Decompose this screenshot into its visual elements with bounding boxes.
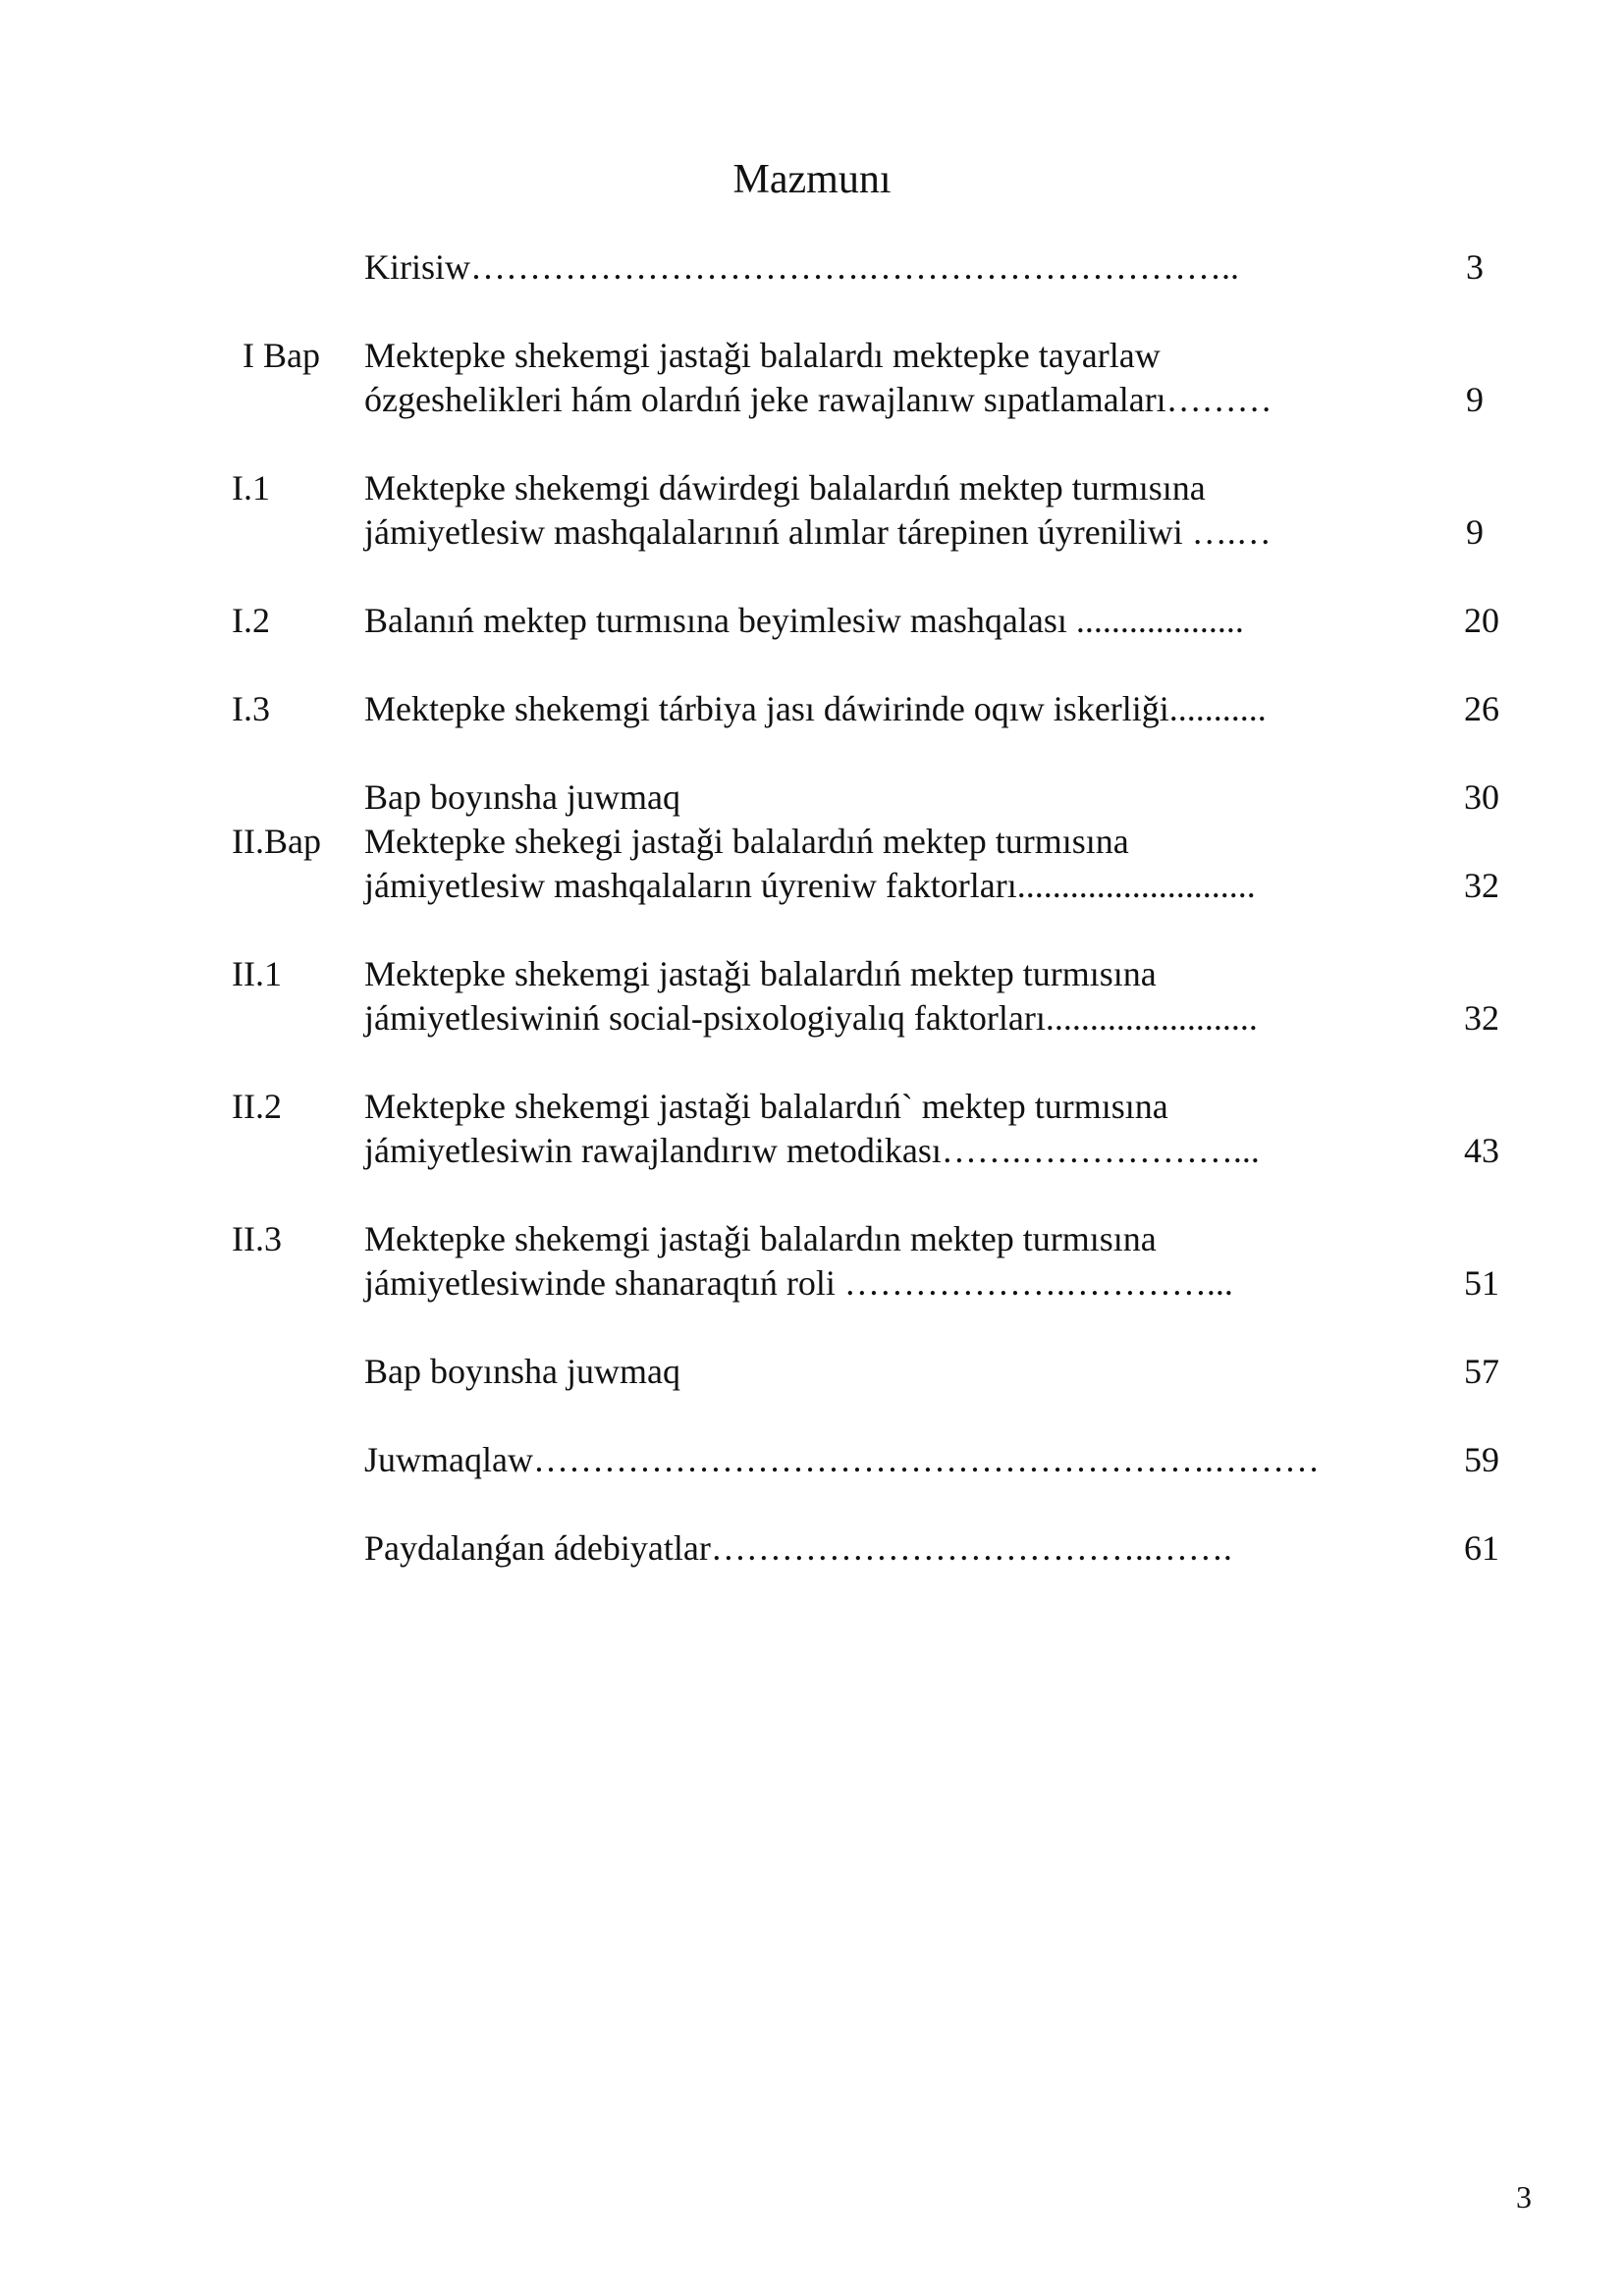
toc-entry-line: ózgeshelikleri hám olardıń jeke rawajlanıw sıpatlamaları………: [364, 380, 1272, 419]
toc-entry-line: Mektepke shekemgi jastaǧi balalardın mektep turmısına: [364, 1219, 1157, 1258]
toc-entry-number: II.2: [232, 1087, 282, 1126]
page-title: Mazmunı: [732, 157, 892, 202]
toc-entry-page: 3: [1466, 247, 1484, 287]
toc-entry-line: jámiyetlesiw mashqalaların úyreniw faktorları...........................: [364, 866, 1256, 905]
toc-entry-title: [364, 775, 1376, 820]
toc-entry-number: II.3: [232, 1219, 282, 1258]
toc-entry-line: Paydalanǵan ádebiyatlar………………………………..…….: [364, 1528, 1232, 1568]
toc-entry-title: [364, 687, 1376, 731]
toc-entry-page: 51: [1464, 1263, 1499, 1303]
toc-entry-title: [364, 466, 1376, 555]
toc-entry-line: jámiyetlesiwiniń social-psixologiyalıq faktorları........................: [364, 998, 1258, 1038]
toc-entry-title: [364, 1085, 1376, 1173]
toc-entry-title: [364, 1217, 1376, 1306]
toc-entry-page: 9: [1466, 380, 1484, 419]
toc-entry-line: Kirisiw…………………………….…………………………..: [364, 247, 1239, 287]
toc-entry-page: 43: [1464, 1131, 1499, 1170]
toc-entry-line: Bap boyınsha juwmaq: [364, 1352, 680, 1391]
toc-entry-number: II.Bap: [232, 822, 321, 861]
toc-entry-number: I Bap: [243, 336, 320, 375]
toc-entry-page: 32: [1464, 998, 1499, 1038]
toc-entry-page: 9: [1466, 512, 1484, 552]
toc-entry-title: [364, 245, 1376, 290]
toc-entry-title: [364, 952, 1376, 1041]
toc-entry-page: 59: [1464, 1440, 1499, 1479]
toc-entry-line: jámiyetlesiwinde shanaraqtıń roli ……………….…………...: [364, 1263, 1233, 1303]
toc-entry-title: [364, 820, 1376, 908]
toc-entry-page: 61: [1464, 1528, 1499, 1568]
toc-entry-title: [364, 334, 1376, 422]
toc-entry-page: 30: [1464, 777, 1499, 817]
toc-entry-line: Mektepke shekemgi jastaǧi balalardıń` mektep turmısına: [364, 1087, 1168, 1126]
toc-entry-page: 57: [1464, 1352, 1499, 1391]
toc-entry-number: I.2: [232, 601, 270, 640]
toc-entry-line: Mektepke shekegi jastaǧi balalardıń mektep turmısına: [364, 822, 1129, 861]
toc-entry-number: I.1: [232, 468, 270, 507]
toc-entry-title: [364, 1350, 1376, 1394]
toc-entry-page: 32: [1464, 866, 1499, 905]
toc-entry-line: Mektepke shekemgi dáwirdegi balalardıń mektep turmısına: [364, 468, 1206, 507]
page-number: 3: [1516, 2179, 1532, 2215]
toc-entry-line: Bap boyınsha juwmaq: [364, 777, 680, 817]
toc-entry-line: Balanıń mektep turmısına beyimlesiw mashqalası ...................: [364, 601, 1244, 640]
toc-entry-line: jámiyetlesiw mashqalalarınıń alımlar tárepinen úyreniliwi ….…: [364, 512, 1272, 552]
toc-entry-page: 20: [1464, 601, 1499, 640]
toc-entry-title: [364, 1526, 1376, 1571]
toc-entry-line: jámiyetlesiwin rawajlandırıw metodikası…….………………...: [364, 1131, 1260, 1170]
toc-entry-title: [364, 599, 1376, 643]
toc-entry-number: II.1: [232, 954, 282, 993]
toc-entry-title: [364, 1438, 1376, 1482]
toc-entry-line: Juwmaqlaw………………………………………………….………: [364, 1440, 1320, 1479]
toc-entry-line: Mektepke shekemgi jastaǧi balalardıń mektep turmısına: [364, 954, 1157, 993]
toc-entry-number: I.3: [232, 689, 270, 728]
toc-entry-line: Mektepke shekemgi jastaǧi balalardı mektepke tayarlaw: [364, 336, 1161, 375]
toc-entry-page: 26: [1464, 689, 1499, 728]
toc-entry-line: Mektepke shekemgi tárbiya jası dáwirinde oqıw iskerliǧi...........: [364, 689, 1267, 728]
